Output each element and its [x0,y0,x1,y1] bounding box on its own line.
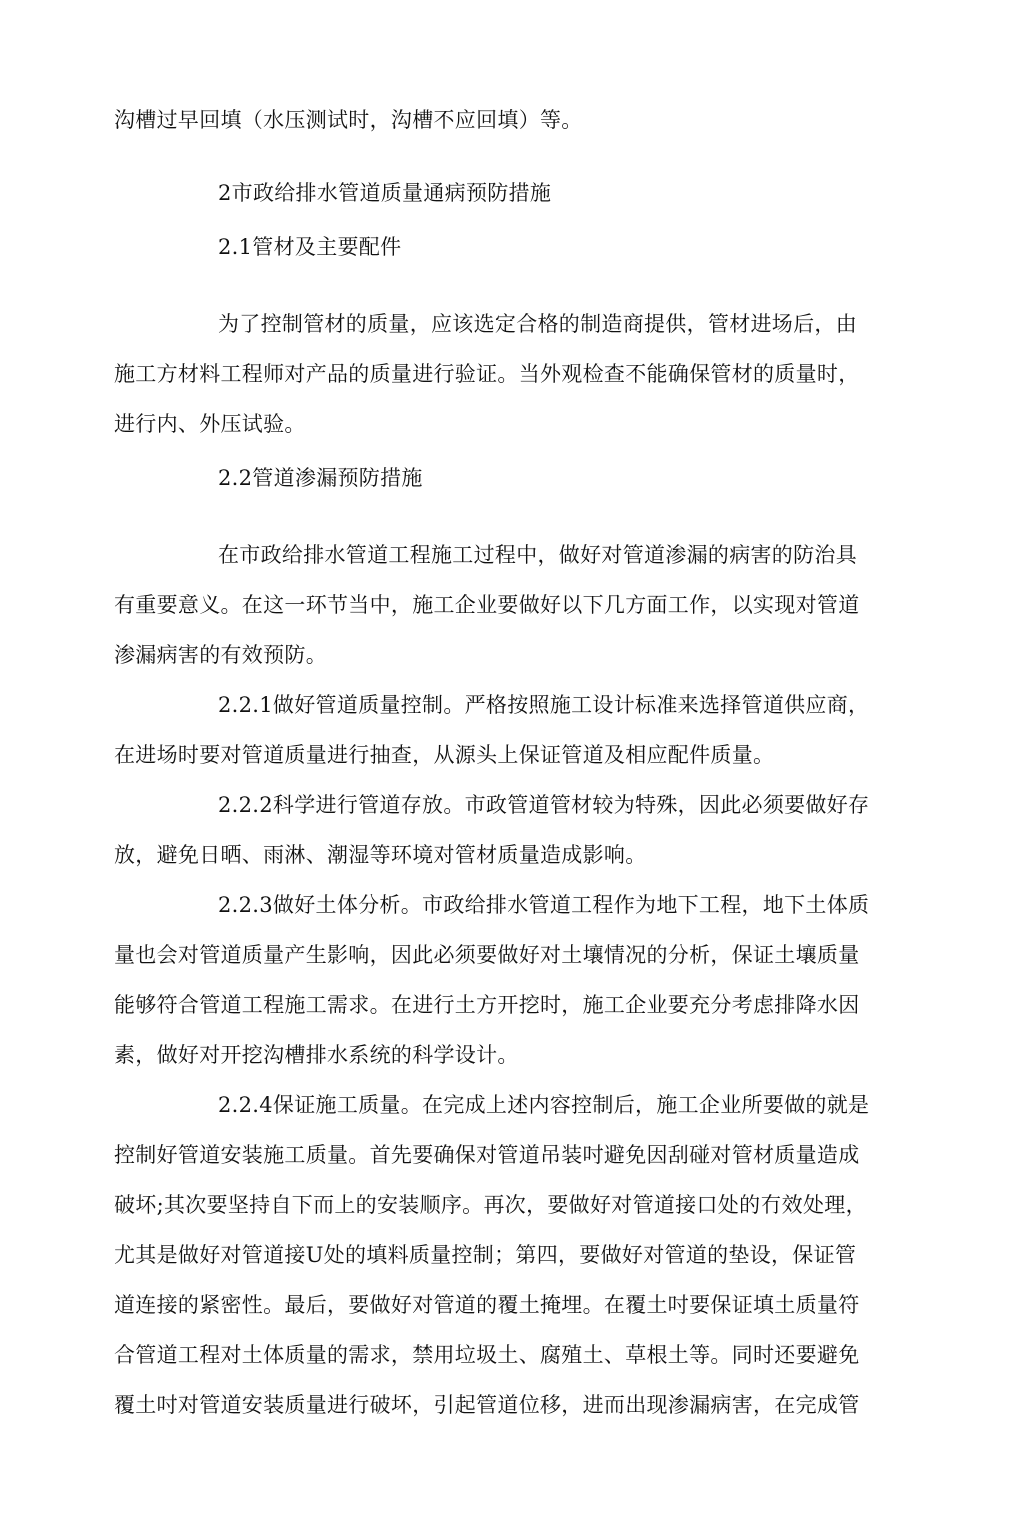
paragraph-line: 有重要意义。在这一环节当中，施工企业要做好以下几方面工作，以实现对管道 [114,593,860,617]
subsection-heading: 2.2管道渗漏预防措施 [218,466,423,490]
paragraph-line: 破坏;其次要坚持自下而上的安装顺序。再次，要做好对管道接口处的冇效处理， [114,1193,867,1217]
paragraph-line: 2.2.4保证施工质量。在完成上述内容控制后，施工企业所要做的就是 [218,1093,870,1117]
paragraph-line: 覆土吋对管道安装质量进行破坏，引起管道位移，进而出现渗漏病害，在完成管 [114,1393,860,1417]
paragraph-line: 道连接的紧密性。最后，要做好对管道的覆土掩埋。在覆土吋要保证填土质量符 [114,1293,860,1317]
paragraph-line: 素，做好对开挖沟槽排水系统的科学设计。 [114,1043,519,1067]
section-heading: 2市政给排水管道质量通病预防措施 [218,181,552,205]
paragraph-line: 合管道工程对土体质量的需求，禁用垃圾土、腐殖土、草根土等。同时还要避免 [114,1343,860,1367]
paragraph-line: 沟槽过早回填（水压测试时，沟槽不应回填）等。 [114,108,583,132]
paragraph-line: 渗漏病害的有效预防。 [114,643,327,667]
paragraph-line: 施工方材料工程师对产品的质量进行验证。当外观检查不能确保管材的质量时， [114,362,860,386]
subsection-heading: 2.1管材及主要配件 [218,235,402,259]
paragraph-line: 2.2.2科学进行管道存放。市政管道管材较为特殊，因此必须要做好存 [218,793,870,817]
paragraph-line: 能够符合管道工程施工需求。在进行土方开挖时，施工企业要充分考虑排降水因 [114,993,860,1017]
paragraph-line: 量也会对管道质量产生影响，因此必须要做好对土壤情况的分析，保证土壤质量 [114,943,860,967]
paragraph-line: 在进场时要对管道质量进行抽查，从源头上保证管道及相应配件质量。 [114,743,775,767]
paragraph-line: 2.2.1做好管道质量控制。严格按照施工设计标准来选择管道供应商， [218,693,870,717]
paragraph-line: 进行内、外压试验。 [114,412,306,436]
paragraph-line: 放，避免日晒、雨淋、潮湿等环境对管材质量造成影响。 [114,843,647,867]
paragraph-line: 在市政给排水管道工程施工过程中，做好对管道渗漏的病害的防治具 [218,543,857,567]
paragraph-line: 尤其是做好对管道接U处的填料质量控制；第四，要做好对管道的垫设，保证管 [114,1243,857,1267]
paragraph-line: 为了控制管材的质量，应该选定合格的制造商提供，管材进场后，由 [218,312,857,336]
paragraph-line: 2.2.3做好土体分析。市政给排水管道工程作为地下工程，地下土体质 [218,893,870,917]
paragraph-line: 控制好管道安装施工质量。首先要确保对管道吊装吋避免因刮碰对管材质量造成 [114,1143,860,1167]
